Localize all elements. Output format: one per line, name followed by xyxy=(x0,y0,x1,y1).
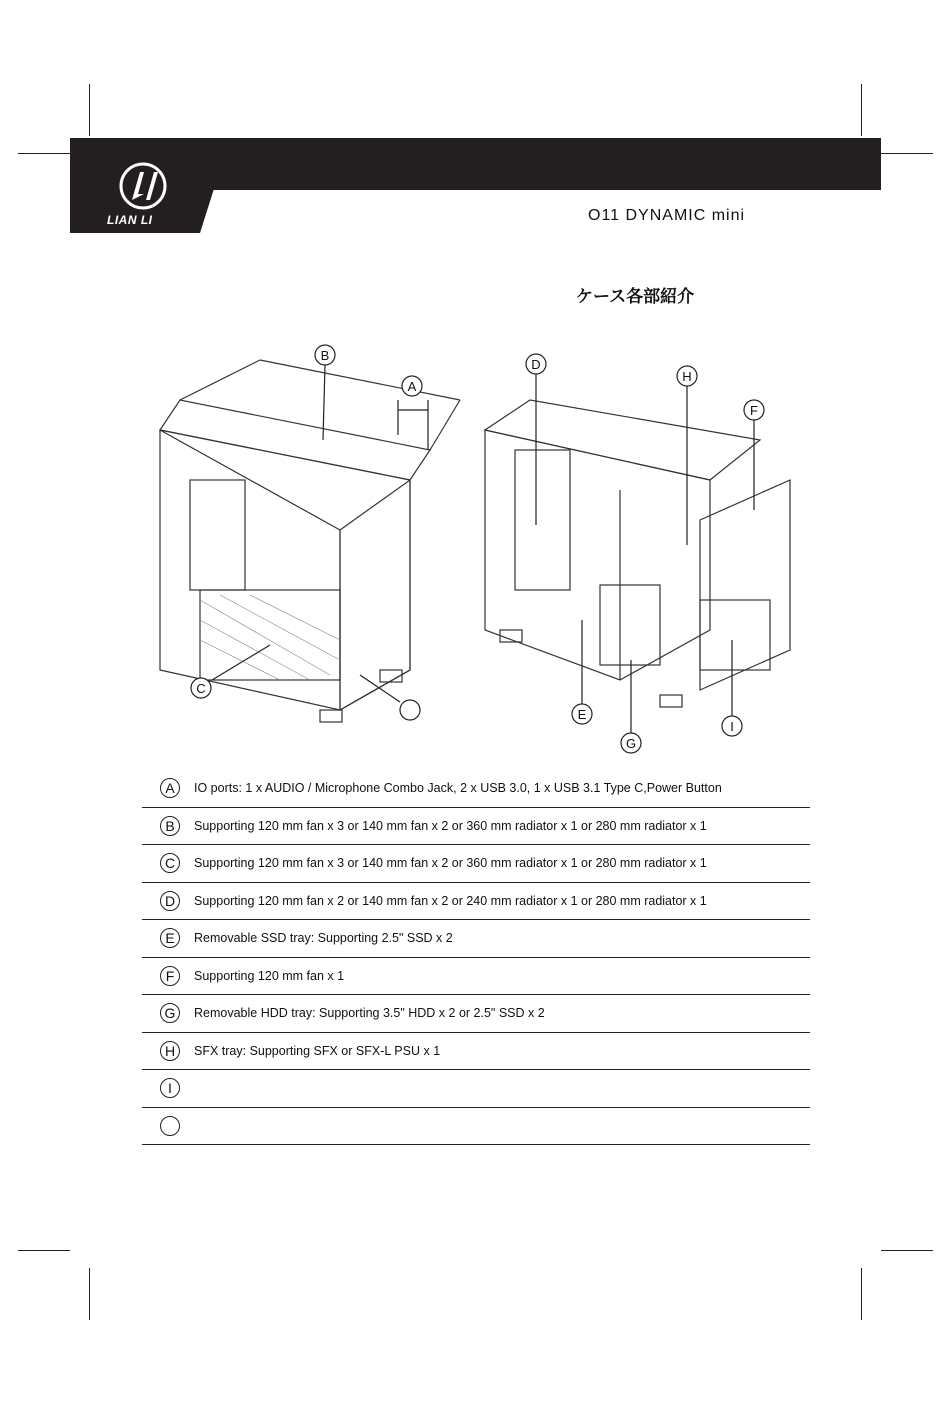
row-text: IO ports: 1 x AUDIO / Microphone Combo Jack, 2 x USB 3.0, 1 x USB 3.1 Type C,Power Button xyxy=(194,781,722,796)
callout-a-letter: A xyxy=(407,379,417,394)
crop-mark-top-right-horizontal xyxy=(881,153,933,154)
spec-row-h xyxy=(142,1033,810,1071)
crop-mark-bottom-left-vertical xyxy=(89,1268,90,1320)
callout-h-letter: H xyxy=(682,369,692,384)
spec-row-a xyxy=(142,770,810,808)
brand-logo-text: LIAN LI xyxy=(107,213,153,227)
product-name: O11 DYNAMIC mini xyxy=(588,207,746,224)
row-letter-circle: B xyxy=(160,816,180,836)
crop-mark-bottom-right-horizontal xyxy=(881,1250,933,1251)
row-letter-circle: F xyxy=(160,966,180,986)
crop-mark-bottom-right-vertical xyxy=(861,1268,862,1320)
row-text: Removable HDD tray: Supporting 3.5" HDD x 2 or 2.5" SSD x 2 xyxy=(194,1006,545,1021)
row-letter-circle: A xyxy=(160,778,180,798)
spec-row-d xyxy=(142,883,810,921)
callout-i-letter: I xyxy=(730,719,734,734)
row-text: Supporting 120 mm fan x 3 or 140 mm fan x 2 or 360 mm radiator x 1 or 280 mm radiator x 1 xyxy=(194,856,707,871)
row-letter-circle: C xyxy=(160,853,180,873)
row-letter-circle: E xyxy=(160,928,180,948)
callout-e-letter: E xyxy=(577,707,587,722)
section-title: ケース各部紹介 xyxy=(576,287,695,306)
row-letter-circle: G xyxy=(160,1003,180,1023)
spec-row-g xyxy=(142,995,810,1033)
row-letter-circle: I xyxy=(160,1078,180,1098)
callout-h xyxy=(677,366,697,545)
crop-mark-top-left-horizontal xyxy=(18,153,70,154)
callout-f-letter: F xyxy=(750,403,758,418)
callout-g-letter: G xyxy=(625,736,637,751)
row-text: Supporting 120 mm fan x 3 or 140 mm fan x 2 or 360 mm radiator x 1 or 280 mm radiator x 1 xyxy=(194,818,707,833)
left-case-hatch xyxy=(200,595,340,680)
callout-c-letter: C xyxy=(196,681,206,696)
crop-mark-top-left-vertical xyxy=(89,84,90,136)
row-letter-circle: D xyxy=(160,891,180,911)
spec-row-f xyxy=(142,958,810,996)
right-case-drawing xyxy=(485,400,790,707)
row-text: Supporting 120 mm fan x 1 xyxy=(194,968,345,983)
row-text: Supporting 120 mm fan x 2 or 140 mm fan x 2 or 240 mm radiator x 1 or 280 mm radiator x 1 xyxy=(194,893,707,908)
callout-b-letter: B xyxy=(320,348,330,363)
crop-mark-bottom-left-horizontal xyxy=(18,1250,70,1251)
case-diagrams xyxy=(140,340,810,760)
row-letter-circle: H xyxy=(160,1041,180,1061)
spec-table xyxy=(142,770,810,1145)
callout-d-letter: D xyxy=(531,357,541,372)
row-text: SFX tray: Supporting SFX or SFX-L PSU x 1 xyxy=(194,1043,441,1058)
row-text: Removable SSD tray: Supporting 2.5" SSD x 2 xyxy=(194,931,453,946)
left-case-drawing xyxy=(160,360,460,722)
row-letter-circle xyxy=(160,1116,180,1136)
crop-mark-top-right-vertical xyxy=(861,84,862,136)
spec-row-b xyxy=(142,808,810,846)
spec-row-i xyxy=(142,1070,810,1108)
spec-row-blank xyxy=(142,1108,810,1146)
spec-row-c xyxy=(142,845,810,883)
spec-row-e xyxy=(142,920,810,958)
